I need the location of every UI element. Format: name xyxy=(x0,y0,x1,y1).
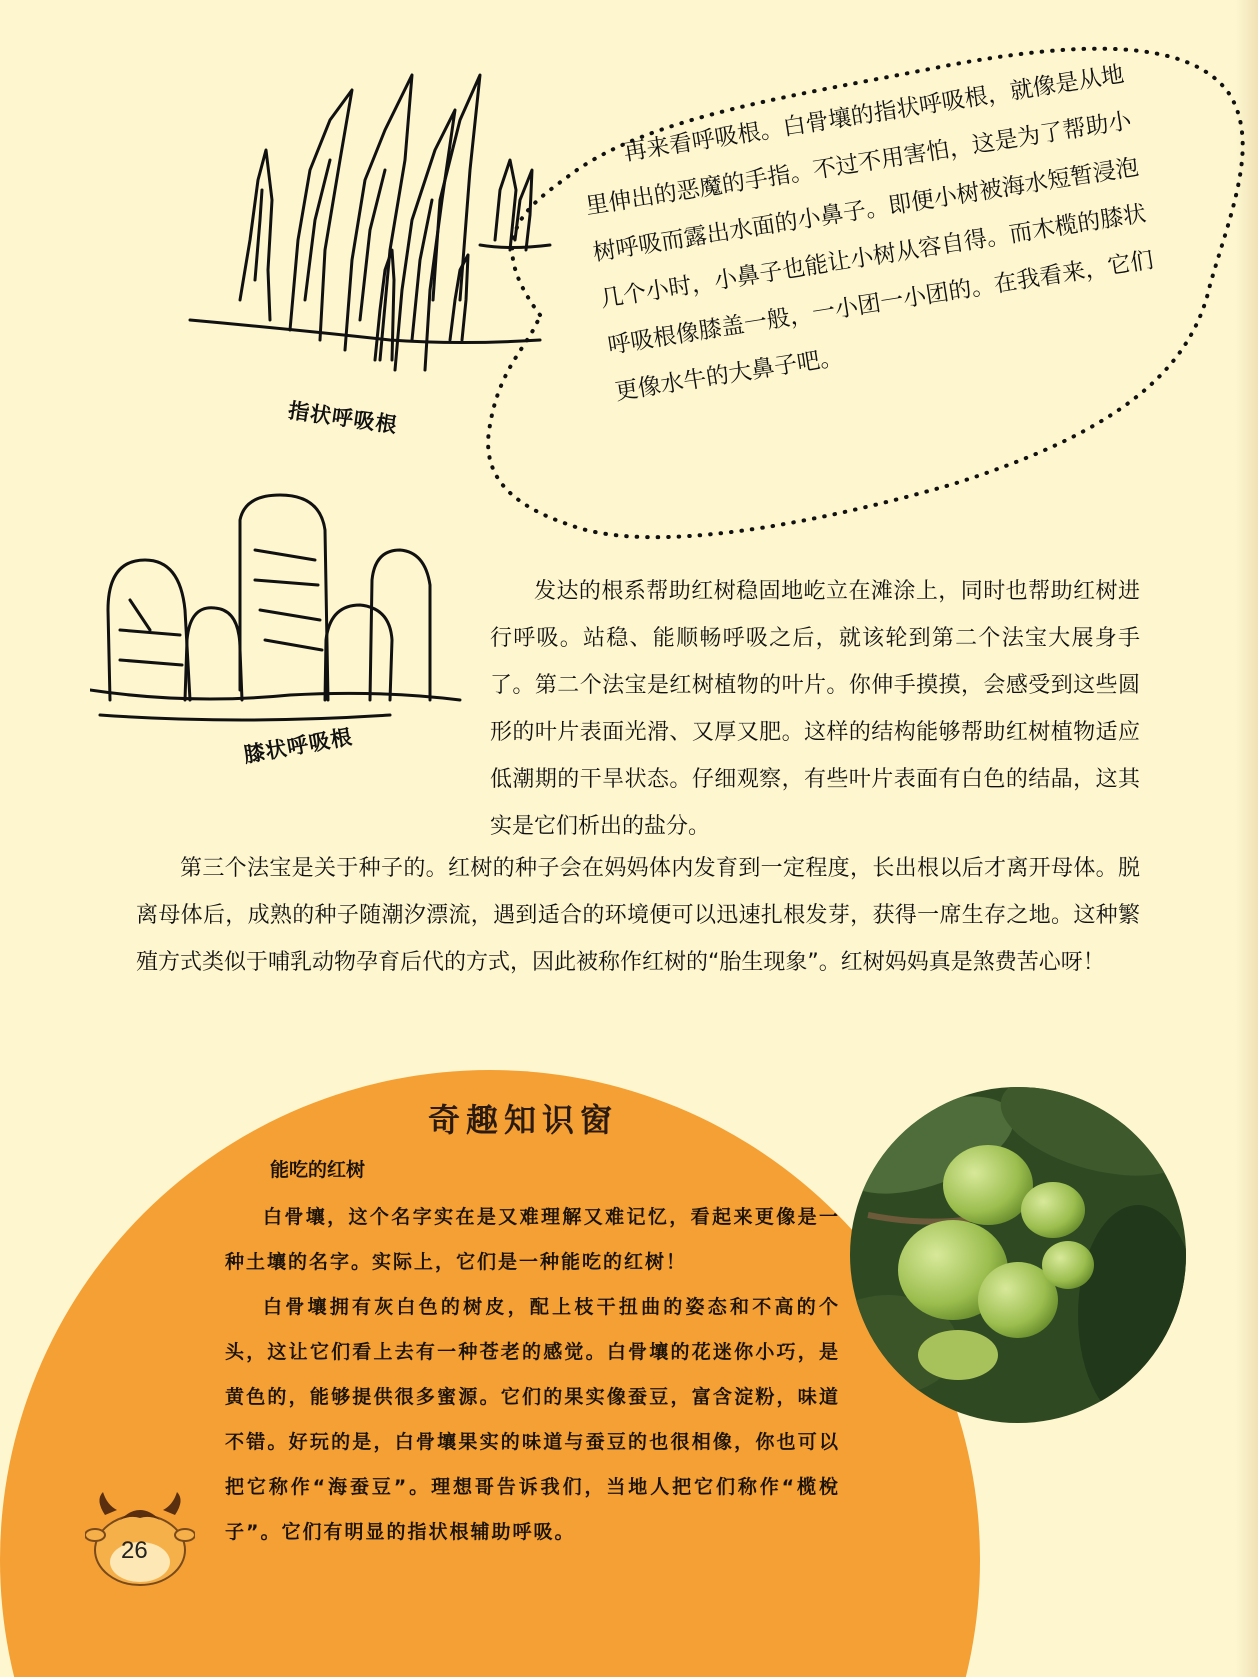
body-paragraph-2: 第三个法宝是关于种子的。红树的种子会在妈妈体内发育到一定程度，长出根以后才离开母体。脱离母体后，成熟的种子随潮汐漂流，遇到适合的环境便可以迅速扎根发芽，获得一席生存之地。这种繁殖方式类似于哺乳动物孕育后代的方式，因此被称作红树的“胎生现象”。红树妈妈真是煞费苦心呀！ xyxy=(136,856,1140,975)
knowledge-paragraph-1: 白骨壤，这个名字实在是又难理解又难记忆，看起来更像是一种土壤的名字。实际上，它们是一种能吃的红树！ xyxy=(225,1206,840,1273)
knowledge-paragraph-2: 白骨壤拥有灰白色的树皮，配上枝干扭曲的姿态和不高的个头，这让它们看上去有一种苍老的感觉。白骨壤的花迷你小巧，是黄色的，能够提供很多蜜源。它们的果实像蚕豆，富含淀粉，味道不错。好玩的是，白骨壤果实的味道与蚕豆的也很相像，你也可以把它称作“海蚕豆”。理想哥告诉我们，当地人把它们称作“榄梲子”。它们有明显的指状根辅助呼吸。 xyxy=(225,1296,840,1543)
knowledge-window-title: 奇趣知识窗 xyxy=(428,1101,619,1139)
knee-roots-sketch xyxy=(90,490,470,750)
bubble-paragraph: 再来看呼吸根。白骨壤的指状呼吸根，就像是从地里伸出的恶魔的手指。不过不用害怕，这是为了帮助小树呼吸而露出水面的小鼻子。即便小树被海水短暂浸泡几个小时，小鼻子也能让小树从容自得。而木榄的膝状呼吸根像膝盖一般，一小团一小团的。在我看来，它们更像水牛的大鼻子吧。 xyxy=(583,61,1156,406)
fruit-photo xyxy=(848,1085,1188,1425)
body-paragraph-1: 发达的根系帮助红树稳固地屹立在滩涂上，同时也帮助红树进行呼吸。站稳、能顺畅呼吸之后，就该轮到第二个法宝大展身手了。第二个法宝是红树植物的叶片。你伸手摸摸，会感受到这些圆形的叶片表面光滑、又厚又肥。这样的结构能够帮助红树植物适应低潮期的干旱状态。仔细观察，有些叶片表面有白色的结晶，这其实是它们析出的盐分。 xyxy=(490,579,1140,839)
finger-roots-label: 指状呼吸根 xyxy=(286,398,399,438)
knee-roots-label: 膝状呼吸根 xyxy=(241,724,355,768)
page-number: 26 xyxy=(121,1537,148,1564)
knowledge-window-subtitle: 能吃的红树 xyxy=(270,1159,366,1181)
